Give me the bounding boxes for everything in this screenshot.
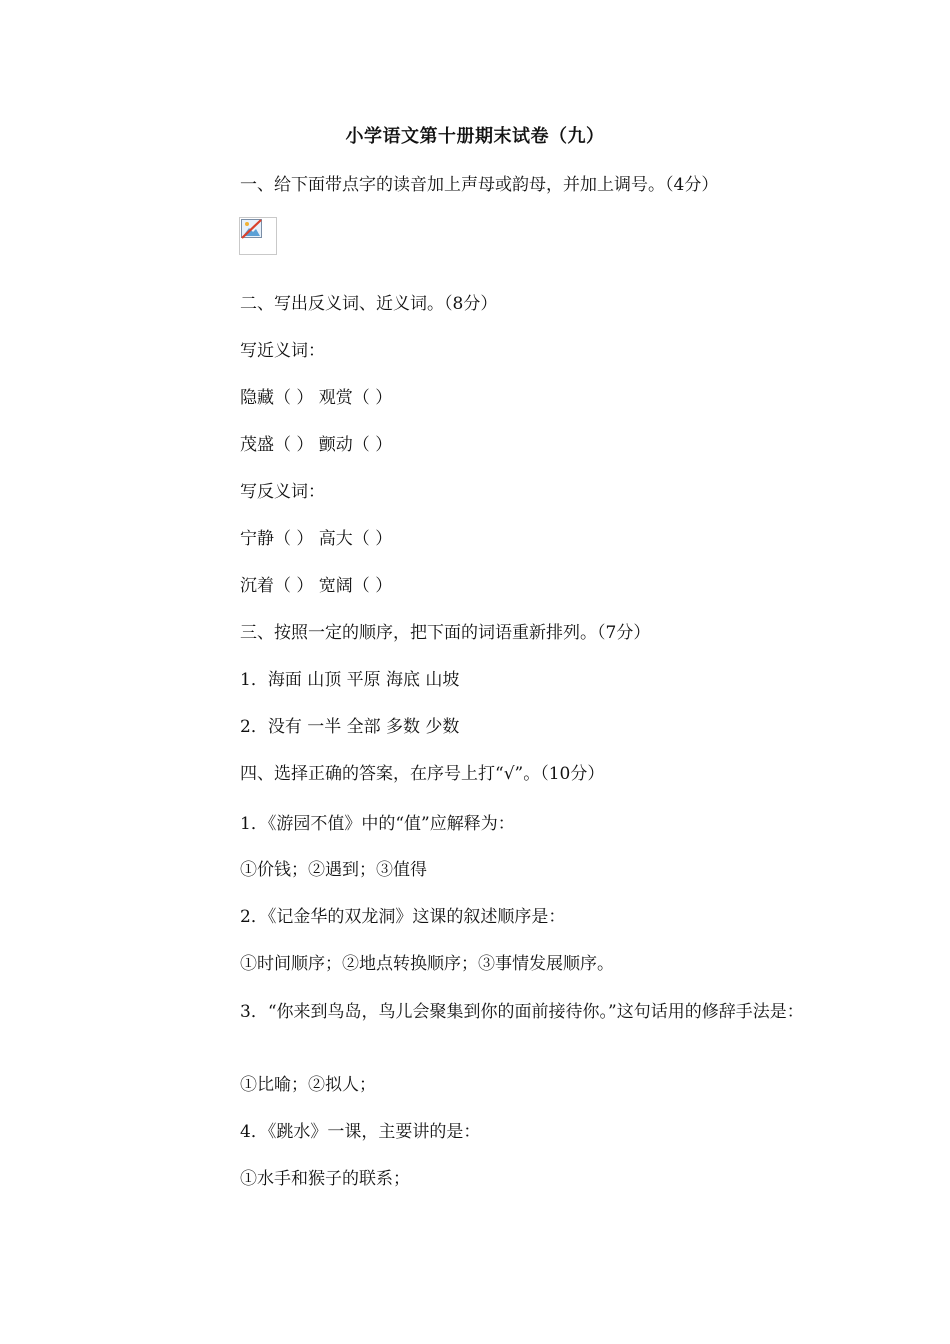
ordering-item-1: 1．海面 山顶 平原 海底 山坡: [240, 670, 460, 690]
synonym-row-1: 隐藏（ ） 观赏（ ）: [240, 388, 393, 408]
question-1-heading: 一、给下面带点字的读音加上声母或韵母，并加上调号。（4分）: [240, 175, 719, 195]
choice-question-2: 2．《记金华的双龙洞》这课的叙述顺序是：: [240, 907, 566, 927]
question-2-heading: 二、写出反义词、近义词。（8分）: [240, 294, 498, 314]
choice-options-1: ①价钱；②遇到；③值得: [240, 860, 427, 880]
choice-question-3: 3．“你来到鸟岛，鸟儿会聚集到你的面前接待你。”这句话用的修辞手法是：: [240, 1002, 804, 1022]
choice-options-3: ①比喻；②拟人；: [240, 1075, 376, 1095]
synonym-row-2: 茂盛（ ） 颤动（ ）: [240, 435, 393, 455]
synonym-label: 写近义词：: [240, 341, 325, 361]
ordering-item-2: 2．没有 一半 全部 多数 少数: [240, 717, 460, 737]
page-title: 小学语文第十册期末试卷（九）: [345, 126, 605, 147]
question-3-heading: 三、按照一定的顺序，把下面的词语重新排列。（7分）: [240, 623, 651, 643]
choice-options-2: ①时间顺序；②地点转换顺序；③事情发展顺序。: [240, 954, 614, 974]
antonym-label: 写反义词：: [240, 482, 325, 502]
broken-image-icon: [239, 217, 277, 255]
question-4-heading: 四、选择正确的答案，在序号上打“√”。（10分）: [240, 764, 605, 784]
choice-question-1: 1．《游园不值》中的“值”应解释为：: [240, 814, 515, 834]
choice-options-4: ①水手和猴子的联系；: [240, 1169, 410, 1189]
antonym-row-1: 宁静（ ） 高大（ ）: [240, 529, 393, 549]
antonym-row-2: 沉着（ ） 宽阔（ ）: [240, 576, 393, 596]
choice-question-4: 4．《跳水》一课，主要讲的是：: [240, 1122, 481, 1142]
